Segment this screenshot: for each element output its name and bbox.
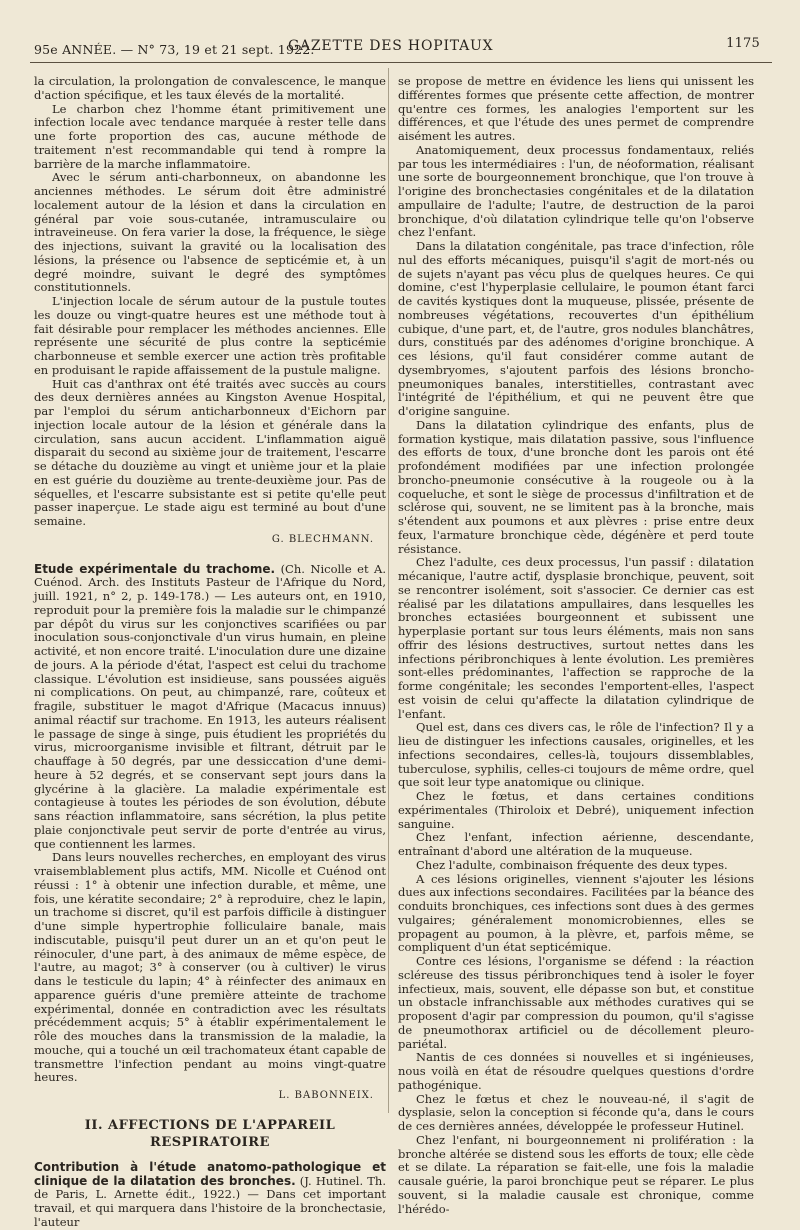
page-number: 1175 [726,36,760,51]
paragraph: Chez le fœtus, et dans certaines conditions expérimentales (Thiroloix et Debré), uniquement infection sanguine. [398,789,754,831]
paragraph: Quel est, dans ces divers cas, le rôle de l'infection? Il y a lieu de distinguer les infections causales, originelles, et les infections secondaires, celles-là, toujours dissemblables, tuberculose, syphilis, celles-ci toujours de même ordre, quel que soit leur type anatomique ou clinique. [398,720,754,790]
header-rule [30,62,772,63]
article-title: Etude expérimentale du trachome. [34,561,276,576]
paragraph: Chez l'adulte, ces deux processus, l'un passif : dilatation mécanique, l'autre actif, dysplasie bronchique, peuvent, soit se rencontrer isolément, soit s'associer. Ce dernier cas est réalisé par les dilatations ampullaires, dans lesquelles les bronches ectasiées bourgeonnent et subissent une hyperplasie portant sur tous leurs éléments, mais non sans offrir des lésions destructives, surtout nettes dans les infections péribronchiques à lente évolution. Les premières sont-elles prédominantes, l'affection se rapproche de la forme congénitale; les secondes l'emportent-elles, l'aspect est voisin de celui qu'affecte la dilatation cylindrique de l'enfant. [398,555,754,721]
paragraph: Nantis de ces données si nouvelles et si ingénieuses, nous voilà en état de résoudre quelques questions d'ordre pathogénique. [398,1050,754,1092]
article-trachome [34,563,386,852]
paragraph: Avec le sérum anti-charbonneux, on abandonne les anciennes méthodes. Le sérum doit être administré localement autour de la lésion et dans la circulation en général par voie sous-cutanée, intramusculaire ou intraveineuse. On fera varier la dose, la fréquence, le siège des injections, suivant la gravité ou la localisation des lésions, la présence ou l'absence de septicémie et, à un degré moindre, suivant le degré des symptômes constitutionnels. [34,170,386,295]
author-signature: L. BABONNEIX. [278,1090,374,1101]
article-title: Contribution à l'étude anatomo-pathologique et clinique de la dilatation des bronches. [34,1159,386,1188]
article-bronches [34,1161,386,1230]
paragraph: Chez le fœtus et chez le nouveau-né, il s'agit de dysplasie, selon la conception si féconde qu'a, dans le cours de ces dernières années, développée le professeur Hutinel. [398,1091,754,1133]
issue-info: 95e ANNÉE. — N° 73, 19 et 21 sept. 1922. [34,42,315,57]
paragraph: Le charbon chez l'homme étant primitivement une infection locale avec tendance marquée à rester telle dans une forte proportion des cas, aucune méthode de traitement n'est recommandable qui tend à rompre la barrière de la marche inflammatoire. [34,101,386,171]
paragraph: Dans la dilatation congénitale, pas trace d'infection, rôle nul des efforts mécaniques, puisqu'il s'agit de mort-nés ou de sujets n'ayant pas vécu plus de quelques heures. Ce qui domine, c'est l'hyperplasie cellulaire, le poumon étant farci de cavités kystiques dont la muqueuse, plissée, présente de nombreuses végétations, recouvertes d'un épithélium cubique, d'une part, et, de l'autre, gros nodules blanchâtres, durs, constitués par des adénomes d'origine bronchique. A ces lésions, qu'il faut considérer comme autant de dysembryomes, s'ajoutent parfois des lésions broncho-pneumoniques banales, interstitielles, contrastant avec l'intégrité de l'épithélium, et qui ne peuvent être que d'origine sanguine. [398,239,754,418]
column-divider [388,68,389,1113]
paragraph: A ces lésions originelles, viennent s'ajouter les lésions dues aux infections secondaires. Facilitées par la béance des conduits bronchiques, ces infections sont dues à des germes vulgaires; généralement monomicrobiennes, elles se propagent au poumon, à la plèvre, et, parfois même, se compliquent d'un état septicémique. [398,871,754,955]
article-reference: (Ch. Nicolle et A. Cuénod. Arch. des Instituts Pasteur de l'Afrique du Nord, juill. 1921, n° 2, p. 149-178.) [34,561,386,603]
paragraph: Dans la dilatation cylindrique des enfants, plus de formation kystique, mais dilatation passive, sous l'influence des efforts de toux, d'une bronche dont les parois ont été profondément modifiées par une infection prolongée broncho-pneumonie consécutive à la rougeole ou à la coqueluche, et sont le siège de processus d'infiltration et de sclérose qui, souvent, ne se limitent pas à la bronche, mais s'étendent aux poumons et aux plèvres : prise entre deux feux, l'armature bronchique cède, dégénère et perd toute résistance. [398,417,754,556]
article-body: — Les auteurs ont, en 1910, reproduit pour la première fois la maladie sur le chimpanzé par dépôt du virus sur les conjonctives scarifiées ou par inoculation sous-conjonctivale d'un virus humain, en pleine activité, et non encore traité. L'inoculation dure une dizaine de jours. A la période d'état, l'aspect est celui du trachome classique. L'évolution est insidieuse, sans poussées aiguës ni complications. On peut, au chimpanzé, rare, coûteux et fragile, substituer le magot d'Afrique (Macacus innuus) animal réactif sur trachome. En 1913, les auteurs réalisent le passage de singe à singe, puis étudient les propriétés du virus, microorganisme invisible et filtrant, détruit par le chauffage à 50 degrés, par une dessiccation d'une demi-heure à 52 degrés, et se conservant sept jours dans la glycérine à la glacière. La maladie expérimentale est contagieuse à toutes les périodes de son évolution, débute sans réaction inflammatoire, sans sécrétion, la plus petite plaie conjonctivale peut servir de porte d'entrée au virus, que contiennent les larmes. [34,589,387,851]
paragraph: se propose de mettre en évidence les liens qui unissent les différentes formes que présente cette affection, de montrer qu'entre ces formes, les analogies l'emportent sur les différences, et que l'étude des unes permet de comprendre aisément les autres. [398,74,754,143]
paragraph: Contre ces lésions, l'organisme se défend : la réaction scléreuse des tissus péribronchiques tend à isoler le foyer infectieux, mais, souvent, elle dépasse son but, et constitue un obstacle infranchissable aux méthodes curatives qui se proposent d'agir par compression du poumon, qu'il s'agisse de pneumothorax artificiel ou de décollement pleuro-pariétal. [398,954,754,1051]
section-heading-line2: RESPIRATOIRE [150,1134,270,1150]
article-reference: (J. Hutinel. Th. de Paris, L. Arnette édit., 1922.) [34,1173,386,1202]
paragraph: Dans leurs nouvelles recherches, en employant des virus vraisemblablement plus actifs, MM. Nicolle et Cuénod ont réussi : 1° à obtenir une infection durable, et même, une fois, une kératite secondaire; 2° à reproduire, chez le lapin, un trachome si discret, qu'il est parfois difficile à distinguer d'une simple hypertrophie folliculaire banale, mais indiscutable, puisqu'il peut durer un an et qu'on peut le réinoculer, d'une part, à des animaux de même espèce, de l'autre, au magot; 3° à conserver (ou à cultiver) le virus dans le testicule du lapin; 4° à réinfecter des animaux en apparence guéris d'une première atteinte de trachome expérimental, donnée en contradiction avec les résultats précédemment acquis; 5° à établir expérimentalement le rôle des mouches dans la transmission de la maladie, la mouche, qui a touché un œil trachomateux étant capable de transmettre l'infection pendant au moins vingt-quatre heures. [34,850,386,1085]
left-column [34,75,386,1230]
paragraph: Huit cas d'anthrax ont été traités avec succès au cours des deux dernières années au Kingston Avenue Hospital, par l'emploi du sérum anticharbonneux d'Eichorn par injection locale autour de la lésion et générale dans la circulation, sans aucun accident. L'inflammation aiguë disparait du second au sixième jour de traitement, l'escarre se détache du douzième au vingt et unième jour et la plaie en est guérie du douzième au trente-deuxième jour. Pas de séquelles, et l'escarre subsistante est si petite qu'elle peut passer inaperçue. Le stade aigu est terminé au bout d'une semaine. [34,376,386,528]
page-header [28,38,780,60]
paragraph: Chez l'adulte, combinaison fréquente des deux types. [416,857,728,872]
paragraph: L'injection locale de sérum autour de la pustule toutes les douze ou vingt-quatre heures est une méthode tout à fait désirable pour remplacer les méthodes anciennes. Elle représente une sécurité de plus contre la septicémie charbonneuse et semble exercer une action très profitable en produisant le rapide affaissement de la pustule maligne. [34,294,386,377]
paragraph: la circulation, la prolongation de convalescence, le manque d'action spécifique, et les taux élevés de la mortalité. [34,74,386,102]
right-column [398,75,754,1216]
paragraph: Chez l'enfant, ni bourgeonnement ni prolifération : la bronche altérée se distend sous les efforts de toux; elle cède et se dilate. La réparation se fait-elle, une fois la maladie causale guérie, la paroi bronchique peut se réparer. Le plus souvent, si la maladie causale est chronique, comme l'hérédo- [398,1132,754,1216]
journal-title: GAZETTE DES HOPITAUX [288,38,494,54]
section-heading-line1: II. AFFECTIONS DE L'APPAREIL [84,1117,336,1133]
paragraph: Chez l'enfant, infection aérienne, descendante, entraînant d'abord une altération de la muqueuse. [398,830,754,858]
author-signature: G. BLECHMANN. [271,533,374,545]
article-body: — Dans cet important travail, et qui marquera dans l'histoire de la bronchectasie, l'auteur [34,1187,387,1229]
paragraph: Anatomiquement, deux processus fondamentaux, reliés par tous les intermédiaires : l'un, de néoformation, réalisant une sorte de bourgeonnement bronchique, que l'on trouve à l'origine des bronchectasies congénitales et de la dilatation ampullaire de l'adulte; l'autre, de destruction de la paroi bronchique, d'où dilatation cylindrique telle qu'on l'observe chez l'enfant. [398,142,754,240]
section-heading [34,1117,386,1151]
